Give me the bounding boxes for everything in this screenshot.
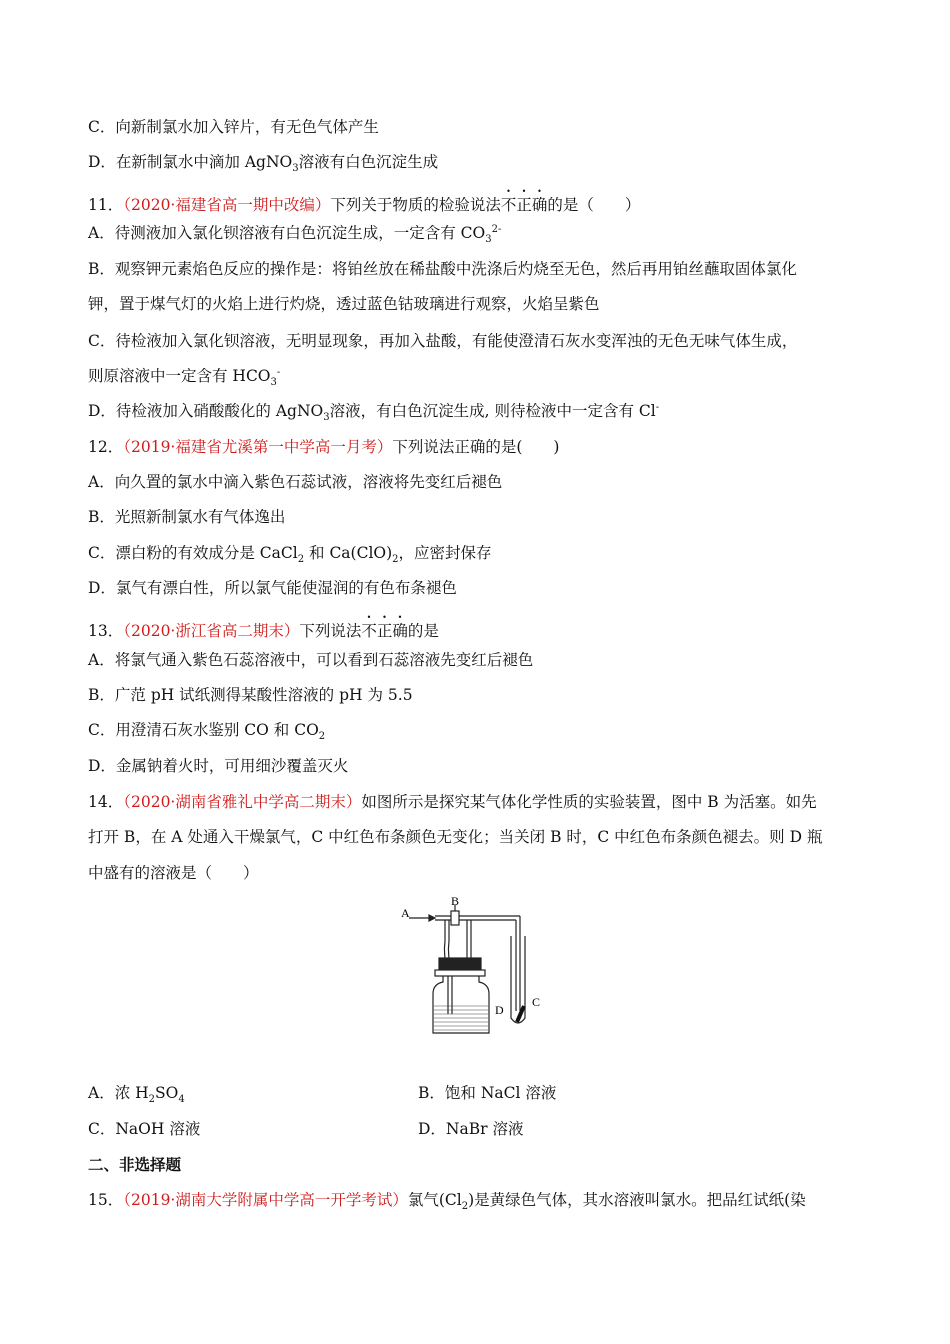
q13-option-b: B．广范 pH 试纸测得某酸性溶液的 pH 为 5.5 — [88, 686, 413, 704]
q11-option-b-line1: B．观察钾元素焰色反应的操作是：将铂丝放在稀盐酸中洗涤后灼烧至无色，然后再用铂丝蘸取固体氯化 — [88, 260, 797, 278]
q13-option-a: A．将氯气通入紫色石蕊溶液中，可以看到石蕊溶液先变红后褪色 — [88, 651, 534, 669]
q14-option-b: B．饱和 NaCl 溶液 — [418, 1084, 557, 1102]
label-b: B — [451, 896, 460, 908]
q13-emphasis: 不正确 — [361, 622, 408, 640]
q11-stem: 11．（2020·福建省高一期中改编）下列关于物质的检验说法不正确的是（ ） — [88, 196, 641, 214]
q11-option-a: A．待测液加入氯化钡溶液有白色沉淀生成，一定含有 $CO_3^{2-}$ — [88, 223, 502, 246]
label-c: C — [532, 995, 541, 1009]
q11-option-c-line2: 则原溶液中一定含有 $HCO_3^-$ — [88, 366, 281, 389]
q10-option-c: C．向新制氯水加入锌片，有无色气体产生 — [88, 118, 379, 136]
label-d: D — [495, 1003, 504, 1017]
q13-source: （2020·浙江省高二期末） — [123, 622, 300, 640]
q11-option-b-line2: 钾，置于煤气灯的火焰上进行灼烧，透过蓝色钴玻璃进行观察，火焰呈紫色 — [88, 295, 600, 313]
q14-stem-line2: 打开 B，在 A 处通入干燥氯气，C 中红色布条颜色无变化；当关闭 B 时，C 中红色布条颜色褪去。则 D 瓶 — [88, 828, 823, 846]
label-a: A — [401, 906, 410, 920]
stopper — [439, 958, 481, 970]
q12-option-b: B．光照新制氯水有气体逸出 — [88, 508, 286, 526]
q12-source: （2019·福建省尤溪第一中学高一月考） — [123, 438, 393, 456]
q11-source: （2020·福建省高一期中改编） — [123, 196, 331, 214]
q14-option-d: D．NaBr 溶液 — [418, 1120, 524, 1138]
q12-option-a: A．向久置的氯水中滴入紫色石蕊试液，溶液将先变红后褪色 — [88, 473, 503, 491]
q12-option-d: D．氯气有漂白性，所以氯气能使湿润的有色布条褪色 — [88, 579, 457, 597]
q10-option-d: D．在新制氯水中滴加 AgNO$_3$溶液有白色沉淀生成 — [88, 153, 439, 175]
q14-stem-line3: 中盛有的溶液是（ ） — [88, 864, 259, 882]
stopcock-b — [451, 911, 459, 925]
apparatus-figure — [395, 896, 565, 1036]
q11-option-d: D．待检液加入硝酸酸化的 AgNO$_3$溶液，有白色沉淀生成, 则待检液中一定含有 Cl- — [88, 401, 660, 424]
q14-source: （2020·湖南省雅礼中学高二期末） — [123, 793, 362, 811]
q15-source: （2019·湖南大学附属中学高一开学考试） — [123, 1191, 408, 1209]
q15-stem: 15．（2019·湖南大学附属中学高一开学考试）氯气$(Cl_2)$是黄绿色气体，其水溶液叫氯水。把品红试纸(染 — [88, 1191, 806, 1213]
q13-option-d: D．金属钠着火时，可用细沙覆盖灭火 — [88, 757, 349, 775]
bottle-d — [433, 976, 489, 1033]
q14-stem-line1: 14．（2020·湖南省雅礼中学高二期末）如图所示是探究某气体化学性质的实验装置，图中 B 为活塞。如先 — [88, 793, 817, 811]
q12-option-c: C．漂白粉的有效成分是 CaCl$_2$ 和 $Ca(ClO)_2$，应密封保存 — [88, 544, 492, 566]
q14-option-a: A．浓 $H_2SO_4$ — [88, 1084, 185, 1106]
q11-emphasis: 不正确 — [500, 196, 548, 214]
q12-stem: 12．（2019·福建省尤溪第一中学高一月考）下列说法正确的是( ) — [88, 438, 560, 456]
section-heading: 二、非选择题 — [88, 1156, 182, 1174]
q13-option-c: C．用澄清石灰水鉴别 CO 和 $CO_2$ — [88, 721, 326, 743]
q13-stem: 13．（2020·浙江省高二期末）下列说法不正确的是 — [88, 622, 439, 640]
q14-option-c: C．NaOH 溶液 — [88, 1120, 201, 1138]
q11-option-c-line1: C．待检液加入氯化钡溶液，无明显现象，再加入盐酸，有能使澄清石灰水变浑浊的无色无味气体生成， — [88, 332, 798, 350]
